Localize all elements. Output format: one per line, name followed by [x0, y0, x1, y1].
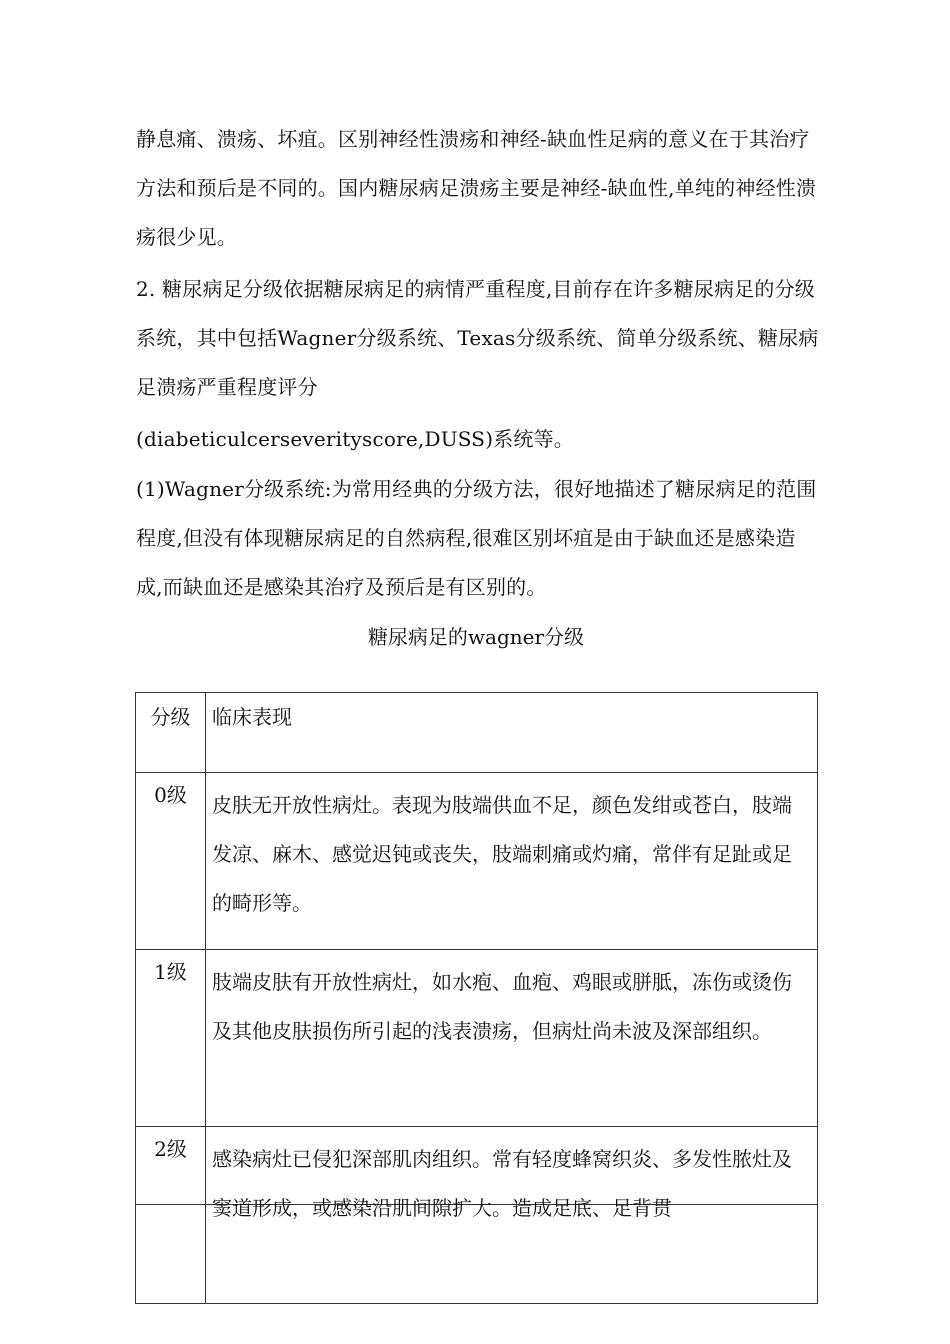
paragraph-duss: (diabeticulcerseverityscore,DUSS)系统等。: [136, 427, 575, 451]
paragraph-neuropathic-ulcer: 静息痛、溃疡、坏疽。区别神经性溃疡和神经-缺血性足病的意义在于其治疗方法和预后是不同的。国内糖尿病足溃疡主要是神经-缺血性,单纯的神经性溃疡很少见。: [136, 127, 817, 249]
paragraph-grading-systems: 2. 糖尿病足分级依据糖尿病足的病情严重程度,目前存在许多糖尿病足的分级系统，其中包括Wagner分级系统、Texas分级系统、简单分级系统、糖尿病足溃疡严重程度评分: [136, 277, 819, 399]
description-cell: 感染病灶已侵犯深部肌肉组织。常有轻度蜂窝织炎、多发性脓灶及窦道形成，或感染沿肌间隙扩大。造成足底、足背贯: [206, 1127, 818, 1304]
table-row: [136, 1127, 818, 1304]
table-row: [136, 950, 818, 1127]
grade-cell: 1级: [136, 950, 206, 1127]
wagner-table-container: [135, 692, 817, 1220]
header-grade: 分级: [136, 693, 206, 773]
header-clinical-presentation: 临床表现: [206, 693, 818, 773]
table-row: [136, 773, 818, 950]
paragraph-wagner-system: (1)Wagner分级系统:为常用经典的分级方法，很好地描述了糖尿病足的范围程度,但没有体现糖尿病足的自然病程,很难区别坏疽是由于缺血还是感染造成,而缺血还是感染其治疗及预后是有区别的。: [136, 477, 817, 599]
description-cell: 皮肤无开放性病灶。表现为肢端供血不足，颜色发绀或苍白，肢端发凉、麻木、感觉迟钝或丧失，肢端刺痛或灼痛，常伴有足趾或足的畸形等。: [206, 773, 818, 950]
wagner-grade-table: [135, 692, 818, 1304]
table-caption: 糖尿病足的wagner分级: [367, 625, 585, 649]
description-cell: 肢端皮肤有开放性病灶，如水疱、血疱、鸡眼或胼胝，冻伤或烫伤及其他皮肤损伤所引起的浅表溃疡，但病灶尚未波及深部组织。: [206, 950, 818, 1127]
table-header-row: [136, 693, 818, 773]
grade-cell: 0级: [136, 773, 206, 950]
grade-cell: 2级: [136, 1127, 206, 1304]
